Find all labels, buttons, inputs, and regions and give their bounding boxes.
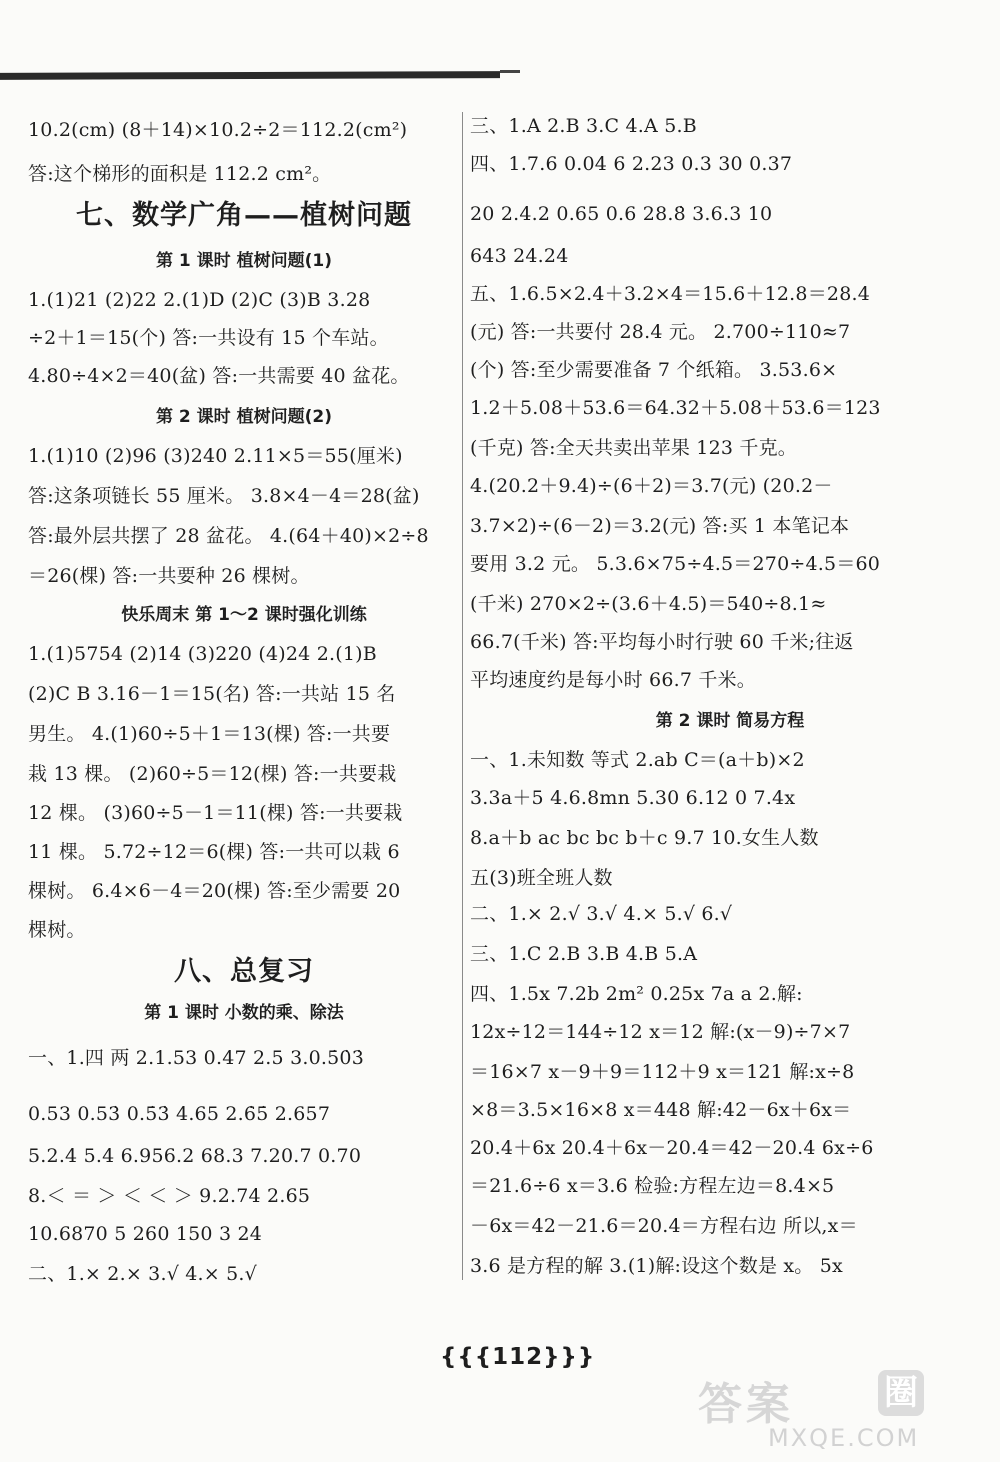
text-line: 12 棵。 (3)60÷5－1＝11(棵) 答:一共要栽 [28, 802, 403, 824]
text-line: 五(3)班全班人数 [470, 867, 613, 889]
column-divider [462, 112, 463, 1280]
lesson-heading: 第 2 课时 简易方程 [655, 711, 805, 731]
text-line: ＝21.6÷6 x＝3.6 检验:方程左边＝8.4×5 [470, 1175, 835, 1197]
text-line: 要用 3.2 元。 5.3.6×75÷4.5＝270÷4.5＝60 [470, 553, 881, 575]
text-line: (个) 答:至少需要准备 7 个纸箱。 3.53.6× [470, 359, 838, 381]
text-line: 三、1.A 2.B 3.C 4.A 5.B [470, 115, 697, 137]
text-line: (千米) 270×2÷(3.6＋4.5)＝540÷8.1≈ [470, 593, 827, 615]
text-line: ÷2＋1＝15(个) 答:一共设有 15 个车站。 [28, 327, 389, 349]
text-line: 一、1.未知数 等式 2.ab C＝(a＋b)×2 [470, 749, 805, 771]
lesson-heading: 快乐周末 第 1～2 课时强化训练 [121, 605, 367, 625]
text-line: ＝26(棵) 答:一共要种 26 棵树。 [28, 565, 310, 587]
text-line: 66.7(千米) 答:平均每小时行驶 60 千米;往返 [470, 631, 854, 653]
text-line: 643 24.24 [470, 245, 569, 267]
lesson-heading: 第 1 课时 植树问题(1) [156, 251, 332, 271]
text-line: 栽 13 棵。 (2)60÷5＝12(棵) 答:一共要栽 [28, 763, 397, 785]
text-line: 三、1.C 2.B 3.B 4.B 5.A [470, 943, 698, 965]
text-line: 棵树。 6.4×6－4＝20(棵) 答:至少需要 20 [28, 880, 401, 902]
page-number: {{{112}}} [440, 1344, 596, 1370]
text-line: 8.a＋b ac bc bc b＋c 9.7 10.女生人数 [470, 827, 819, 849]
section-heading-7: 七、数学广角——植树问题 [76, 200, 412, 231]
text-line: 3.6 是方程的解 3.(1)解:设这个数是 x。 5x [470, 1255, 843, 1277]
text-line: 答:这条项链长 55 厘米。 3.8×4－4＝28(盆) [28, 485, 420, 507]
text-line: 二、1.× 2.× 3.√ 4.× 5.√ [28, 1263, 257, 1285]
text-line: 11 棵。 5.72÷12＝6(棵) 答:一共可以栽 6 [28, 841, 400, 863]
watermark-logo [690, 1368, 990, 1458]
text-line: (2)C B 3.16－1＝15(名) 答:一共站 15 名 [28, 683, 396, 705]
section-heading-8: 八、总复习 [174, 956, 314, 987]
text-line: (元) 答:一共要付 28.4 元。 2.700÷110≈7 [470, 321, 851, 343]
text-line: (千克) 答:全天共卖出苹果 123 千克。 [470, 437, 798, 459]
text-line: 五、1.6.5×2.4＋3.2×4＝15.6＋12.8＝28.4 [470, 283, 871, 305]
text-line: 答:最外层共摆了 28 盆花。 4.(64＋40)×2÷8 [28, 525, 429, 547]
text-line: 答:这个梯形的面积是 112.2 cm²。 [28, 163, 332, 185]
lesson-heading: 第 2 课时 植树问题(2) [156, 407, 332, 427]
text-line: 8.＜ ＝ ＞ ＜ ＜ ＞ 9.2.74 2.65 [28, 1185, 311, 1207]
text-line: 男生。 4.(1)60÷5＋1＝13(棵) 答:一共要 [28, 723, 391, 745]
text-line: 平均速度约是每小时 66.7 千米。 [470, 669, 756, 691]
text-line: 20.4＋6x 20.4＋6x－20.4＝42－20.4 6x÷6 [470, 1137, 874, 1159]
left-column [28, 0, 460, 1290]
text-line: 1.2＋5.08＋53.6＝64.32＋5.08＋53.6＝123 [470, 397, 881, 419]
watermark-text: 答案 [698, 1379, 794, 1430]
text-line: 4.80÷4×2＝40(盆) 答:一共需要 40 盆花。 [28, 365, 410, 387]
text-line: 1.(1)10 (2)96 (3)240 2.11×5＝55(厘米) [28, 445, 403, 467]
text-line: 1.(1)5754 (2)14 (3)220 (4)24 2.(1)B [28, 643, 377, 665]
text-line: 3.7×2)÷(6－2)＝3.2(元) 答:买 1 本笔记本 [470, 515, 850, 537]
text-line: －6x＝42－21.6＝20.4＝方程右边 所以,x＝ [470, 1215, 858, 1237]
text-line: 棵树。 [28, 919, 86, 941]
text-line: 4.(20.2＋9.4)÷(6＋2)＝3.7(元) (20.2－ [470, 475, 833, 497]
text-line: 一、1.四 两 2.1.53 0.47 2.5 3.0.5̇0̇3̇ [28, 1047, 365, 1069]
text-line: 12x÷12＝144÷12 x＝12 解:(x－9)÷7×7 [470, 1021, 851, 1043]
text-line: 0.53 0.53̇ 0.5̇3̇ 4.65 2.6̇5̇ 2.657 [28, 1103, 331, 1125]
text-line: 3.3a＋5 4.6.8mn 5.30 6.12 0 7.4x [470, 787, 796, 809]
watermark-badge-icon: 圈 [878, 1370, 924, 1416]
text-line: ×8＝3.5×16×8 x＝448 解:42－6x＋6x＝ [470, 1099, 852, 1121]
text-line: 10.6870 5 260 150 3 24 [28, 1223, 263, 1245]
text-line: 10.2(cm) (8＋14)×10.2÷2＝112.2(cm²) [28, 119, 408, 141]
text-line: 1.(1)21 (2)22 2.(1)D (2)C (3)B 3.28 [28, 289, 371, 311]
text-line: 四、1.5x 7.2b 2m² 0.25x 7a a 2.解: [470, 983, 803, 1005]
text-line: 20 2.4.2 0.65 0.6 28.8̇ 3.6.3 10 [470, 203, 773, 225]
text-line: 四、1.7.6 0.04 6 2.23 0.3 30 0.37 [470, 153, 793, 175]
right-column [470, 0, 990, 1290]
text-line: 二、1.× 2.√ 3.√ 4.× 5.√ 6.√ [470, 903, 733, 925]
lesson-heading: 第 1 课时 小数的乘、除法 [144, 1003, 344, 1023]
text-line: ＝16×7 x－9＋9＝112＋9 x＝121 解:x÷8 [470, 1061, 855, 1083]
text-line: 5.2.4 5.4 6.956.2 68.3 7.20.7 0.70 [28, 1145, 362, 1167]
watermark-url: MXQE.COM [768, 1424, 920, 1452]
